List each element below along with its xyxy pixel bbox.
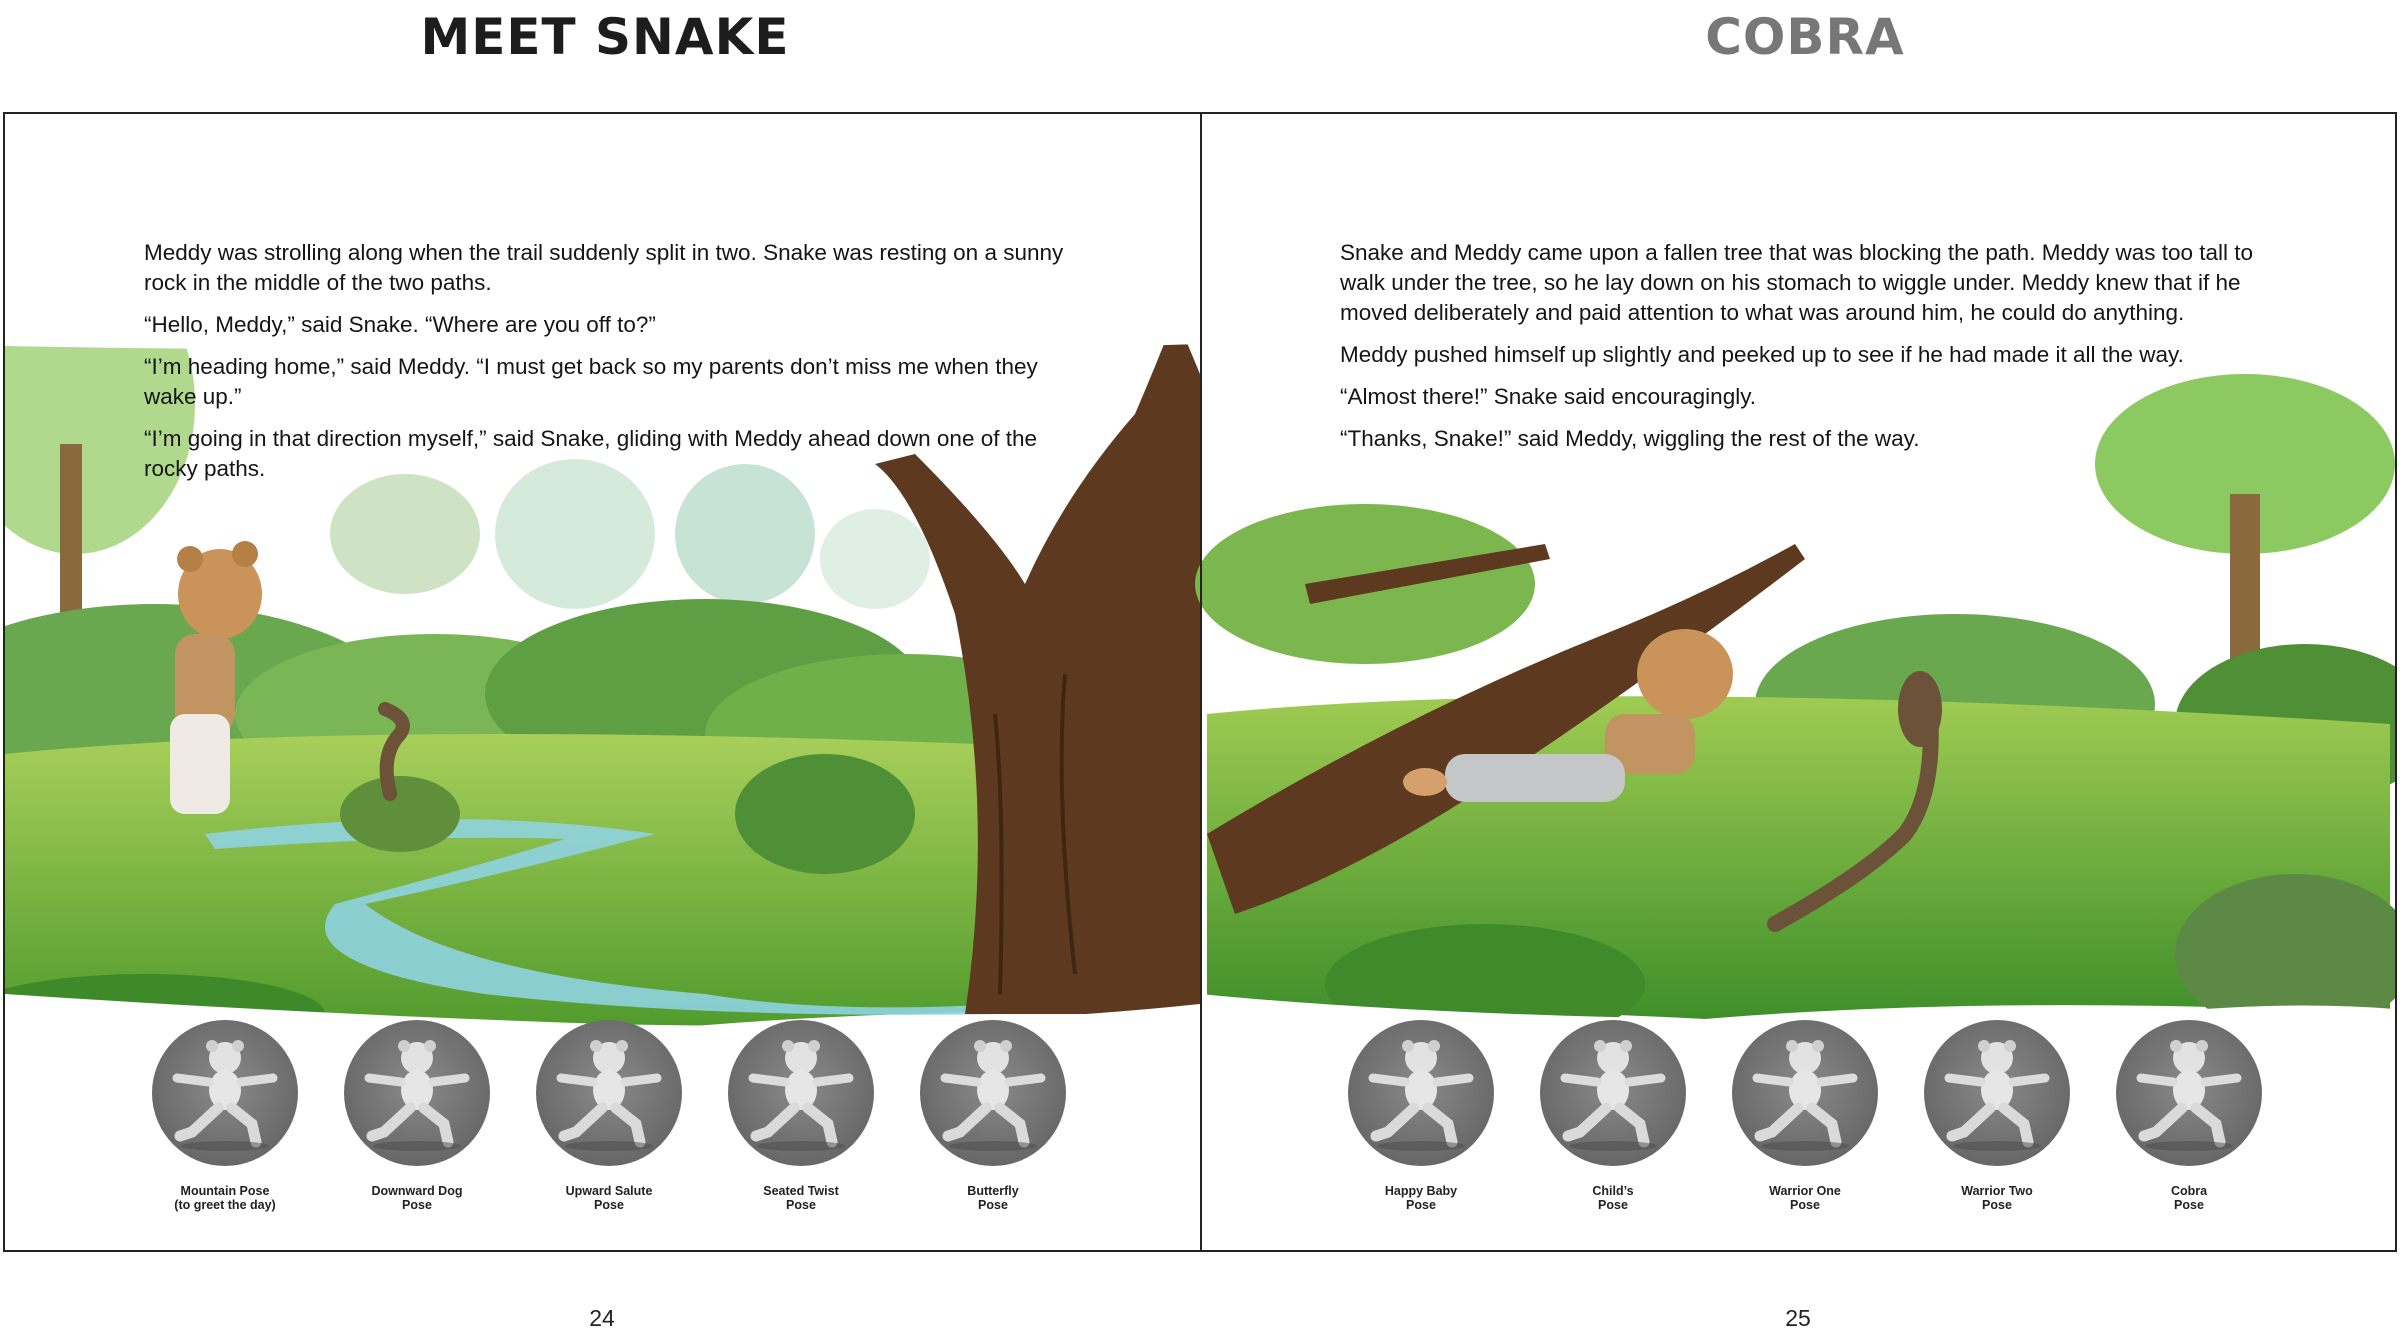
pose-row-left (140, 1020, 1120, 1210)
bear-pose-icon (1348, 1020, 1494, 1166)
story-paragraph: Meddy pushed himself up slightly and peeked up to see if he had made it all the way. (1340, 342, 2184, 367)
pose-label: Cobra Pose (2170, 1184, 2208, 1212)
story-text-right (1340, 238, 2260, 466)
pose-label: Downward Dog Pose (371, 1184, 463, 1212)
pose-item (524, 1020, 694, 1212)
pose-label: Upward Salute Pose (565, 1184, 653, 1212)
page-divider (1200, 112, 1202, 1252)
bear-pose-icon (344, 1020, 490, 1166)
story-paragraph: Meddy was strolling along when the trail suddenly split in two. Snake was resting on a sunny rock in the middle of the two paths. (144, 240, 1064, 295)
pose-label: Child’s Pose (1592, 1184, 1634, 1212)
bear-pose-icon (536, 1020, 682, 1166)
bear-pose-icon (2116, 1020, 2262, 1166)
bear-pose-icon (1924, 1020, 2070, 1166)
bear-pose-icon (1540, 1020, 1686, 1166)
bear-pose-icon (920, 1020, 1066, 1166)
pose-label: Warrior Two Pose (1961, 1184, 2033, 1212)
pose-label: Warrior One Pose (1769, 1184, 1841, 1212)
story-paragraph: “Hello, Meddy,” said Snake. “Where are you off to?” (144, 312, 656, 337)
pose-row-right (1336, 1020, 2316, 1210)
pose-label: Seated Twist Pose (763, 1184, 839, 1212)
story-paragraph: “I’m going in that direction myself,” said Snake, gliding with Meddy ahead down one of the rocky paths. (144, 426, 1038, 481)
pose-item (1720, 1020, 1890, 1212)
pose-item (1336, 1020, 1506, 1212)
page-title-right: COBRA (1705, 8, 1905, 66)
pose-item (2104, 1020, 2274, 1212)
page-number-left: 24 (589, 1305, 615, 1331)
pose-label: Mountain Pose (to greet the day) (174, 1184, 276, 1212)
pose-label: Happy Baby Pose (1384, 1184, 1458, 1212)
pose-item (908, 1020, 1078, 1212)
pose-item (1528, 1020, 1698, 1212)
story-text-left (144, 238, 1084, 496)
pose-item (332, 1020, 502, 1212)
bear-pose-icon (728, 1020, 874, 1166)
story-paragraph: “Almost there!” Snake said encouragingly. (1340, 384, 1757, 409)
page-number-right: 25 (1785, 1305, 1811, 1331)
right-scene (1195, 374, 2395, 1044)
bear-pose-icon (1732, 1020, 1878, 1166)
pose-item (716, 1020, 886, 1212)
page-title-left: MEET SNAKE (420, 8, 790, 66)
story-paragraph: Snake and Meddy came upon a fallen tree that was blocking the path. Meddy was too tall to walk under the tree, so he lay down on his stomach to wiggle under. Meddy knew that if he moved deliberately and paid attention to what was around him, he could do anything. (1340, 240, 2254, 325)
story-paragraph: “I’m heading home,” said Meddy. “I must get back so my parents don’t miss me when they wake up.” (144, 354, 1038, 409)
story-paragraph: “Thanks, Snake!” said Meddy, wiggling the rest of the way. (1340, 426, 1920, 451)
bear-pose-icon (152, 1020, 298, 1166)
pose-label: Butterfly Pose (967, 1184, 1019, 1212)
pose-item (140, 1020, 310, 1212)
pose-item (1912, 1020, 2082, 1212)
